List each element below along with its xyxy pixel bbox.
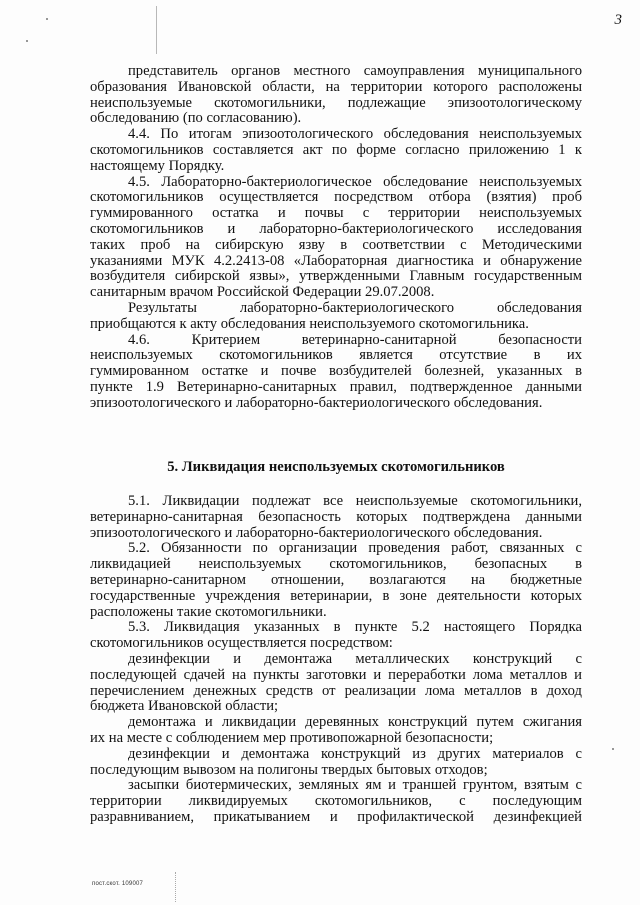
text-line: расположены такие скотомогильники. xyxy=(90,604,327,620)
text-line: скотомогильников осуществляется посредством: xyxy=(90,636,393,652)
text-line: дезинфекции и демонтажа конструкций из других материалов с xyxy=(128,746,582,762)
body-text-lower xyxy=(90,494,582,826)
text-line: эпизоотологического и лабораторно-бактериологического обследования. xyxy=(90,525,543,541)
text-line: 4.4. По итогам эпизоотологического обследования неиспользуемых xyxy=(128,127,582,143)
text-line: ветеринарно-санитарном отношении, возлагаются на бюджетные xyxy=(90,572,582,588)
text-line: образования Ивановской области, на территории которого расположены xyxy=(90,79,582,95)
text-line: бюджета Ивановской области; xyxy=(90,699,279,715)
text-line: 4.6. Критерием ветеринарно-санитарной безопасности xyxy=(128,332,582,348)
scan-speck xyxy=(612,748,614,750)
scan-speck xyxy=(26,40,28,42)
scan-speck xyxy=(46,18,48,20)
text-line: настоящему Порядку. xyxy=(90,158,225,174)
text-line: Результаты лабораторно-бактериологического обследования xyxy=(128,300,582,316)
text-line: возбудителя сибирской язвы», утвержденными Главным государственным xyxy=(90,269,582,285)
text-line: скотомогильников и лабораторно-бактериологического исследования xyxy=(90,221,582,237)
text-line: эпизоотологического и лабораторно-бактериологического обследования. xyxy=(90,395,543,411)
section-heading: 5. Ликвидация неиспользуемых скотомогильников xyxy=(167,459,505,475)
text-line: гуммированного остатка и почвы с территории неиспользуемых xyxy=(90,206,582,222)
text-line: 5.1. Ликвидации подлежат все неиспользуемые скотомогильники, xyxy=(128,494,582,509)
text-line: засыпки биотермических, земляных ям и траншей грунтом, взятым с xyxy=(128,778,582,794)
text-line: неиспользуемые скотомогильники, подлежащие эпизоотологическому xyxy=(90,95,582,111)
text-line: разравниванием, прикатыванием и профилактической дезинфекцией xyxy=(90,809,582,825)
body-text-upper xyxy=(90,64,582,412)
text-line: ликвидацией неиспользуемых скотомогильников, безопасных в xyxy=(90,557,582,573)
text-line: территории ликвидируемых скотомогильников, с последующим xyxy=(90,794,582,810)
text-line: неиспользуемых скотомогильников является отсутствие в их xyxy=(90,348,582,364)
text-line: 4.5. Лабораторно-бактериологическое обследование неиспользуемых xyxy=(128,174,582,190)
footer-stamp: пост.скот. 109007 xyxy=(92,881,144,887)
text-line: гуммированном остатке и почве возбудителей болезней, указанных в xyxy=(90,364,582,380)
text-line: государственные учреждения ветеринарии, в зоне деятельности которых xyxy=(90,588,582,604)
page-number: 3 xyxy=(614,12,622,28)
text-line: дезинфекции и демонтажа металлических конструкций с xyxy=(128,651,582,667)
text-line: пункте 1.9 Ветеринарно-санитарных правил, подтвержденное данными xyxy=(90,379,582,395)
text-line: приобщаются к акту обследования неиспользуемого скотомогильника. xyxy=(90,316,529,332)
text-line: последующим вывозом на полигоны твердых бытовых отходов; xyxy=(90,762,488,778)
text-line: скотомогильников осуществляется посредством отбора (взятия) проб xyxy=(90,190,582,206)
text-line: скотомогильников составляется акт по форме согласно приложению 1 к xyxy=(90,142,582,158)
text-line: обследованию (по согласованию). xyxy=(90,111,302,127)
text-line: указаниями МУК 4.2.2413-08 «Лабораторная диагностика и обнаружение xyxy=(90,253,582,269)
text-line: 5.2. Обязанности по организации проведения работ, связанных с xyxy=(128,541,582,557)
text-line: 5.3. Ликвидация указанных в пункте 5.2 настоящего Порядка xyxy=(128,620,582,636)
text-line: представитель органов местного самоуправления муниципального xyxy=(128,64,582,79)
text-line: демонтажа и ликвидации деревянных конструкций путем сжигания xyxy=(128,715,582,731)
binding-margin-mark xyxy=(156,6,159,54)
text-line: последующей сдачей на пункты заготовки и переработки лома металлов и xyxy=(90,667,582,683)
text-line: ветеринарно-санитарная безопасность которых подтверждена данными xyxy=(90,509,582,525)
text-line: таких проб на сибирскую язву в соответствии с Методическими xyxy=(90,237,582,253)
binding-margin-mark-lower xyxy=(175,872,178,902)
text-line: санитарным врачом Российской Федерации 29.07.2008. xyxy=(90,285,435,301)
text-line: перечислением денежных средств от реализации лома металлов в доход xyxy=(90,683,582,699)
text-line: их на месте с соблюдением мер противопожарной безопасности; xyxy=(90,730,494,746)
